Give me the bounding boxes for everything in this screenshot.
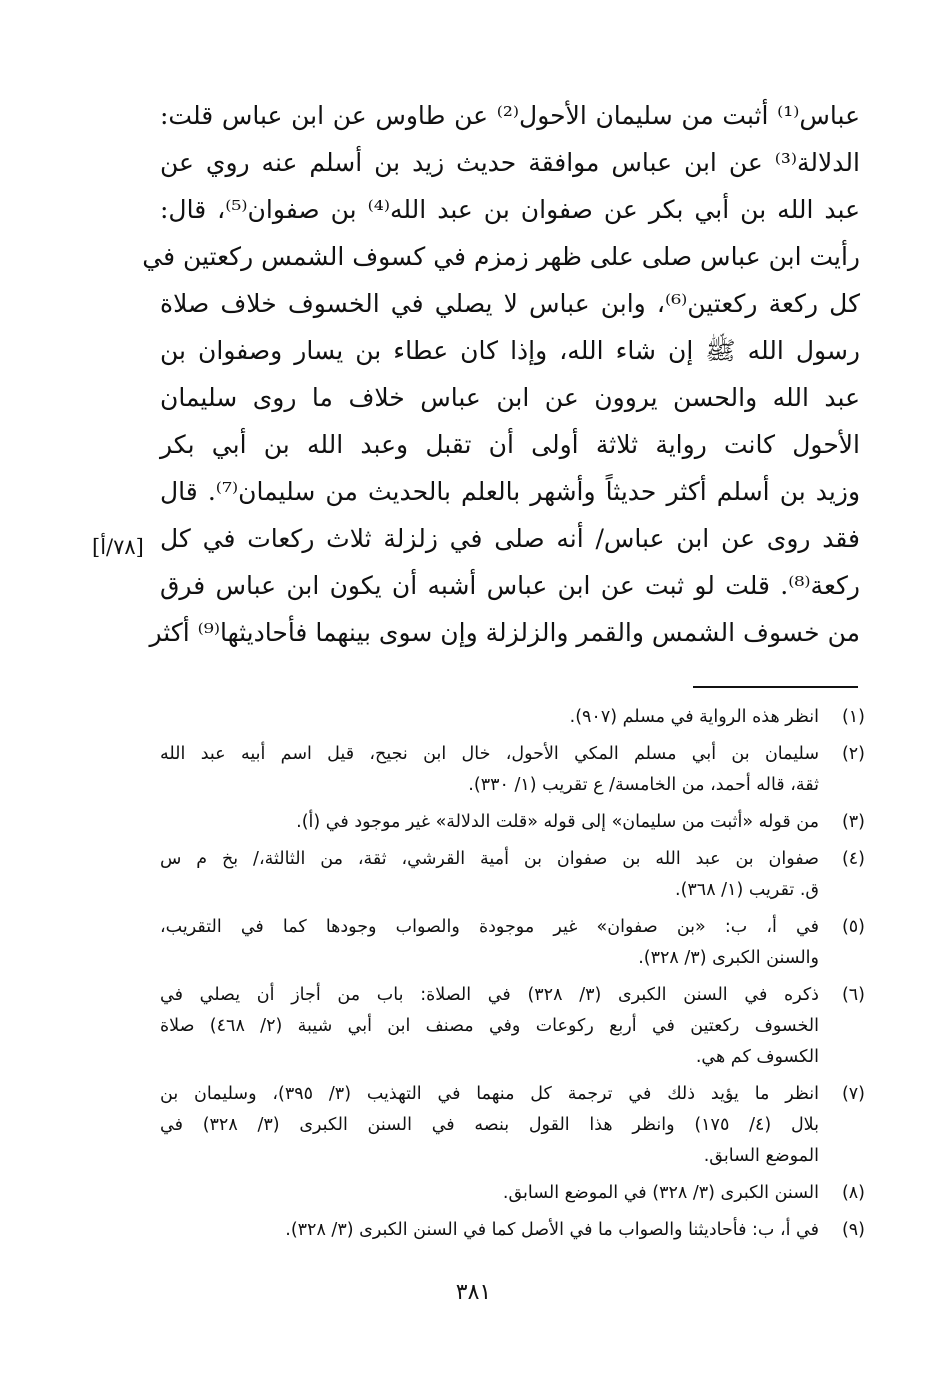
- footnote: [160, 807, 865, 838]
- footnote-line: ذكره في السنن الكبرى (٣/ ٣٢٨) في الصلاة: باب من أجاز أن يصلي في: [160, 985, 819, 1005]
- footnote-separator: [693, 686, 858, 688]
- footnote-line: ثقة، قاله أحمد، من الخامسة/ ع تقريب (١/ ٣٣٠).: [468, 775, 819, 795]
- footnote-body: [160, 807, 819, 838]
- footnotes-block: [160, 702, 865, 1252]
- footnote-number: (٢): [841, 744, 865, 764]
- main-text-line: عباس⁽¹⁾ أثبت من سليمان الأحول⁽²⁾ عن طاوس عن ابن عباس قلت:: [160, 101, 860, 130]
- footnote-body: [160, 844, 819, 906]
- footnote-line: بلال (٤/ ١٧٥) وانظر هذا القول بنصه في السنن الكبرى (٣/ ٣٢٨) في: [160, 1115, 819, 1135]
- footnote-line: من قوله «أثبت من سليمان» إلى قوله «قلت الدلالة» غير موجود في (أ).: [296, 812, 819, 832]
- footnote-number: (٤): [841, 849, 865, 869]
- footnote-body: [160, 1215, 819, 1246]
- main-text-line: عبد الله بن أبي بكر عن صفوان بن عبد الله⁽⁴⁾ بن صفوان⁽⁵⁾، قال:: [160, 195, 860, 224]
- footnote-line: ق. تقريب (١/ ٣٦٨).: [675, 880, 819, 900]
- footnote-line: في أ، ب: «بن صفوان» غير موجودة والصواب وجودها كما في التقريب،: [160, 917, 819, 937]
- main-text-block: [142, 92, 861, 656]
- footnote: [160, 1178, 865, 1209]
- footnote-number: (٧): [841, 1084, 865, 1104]
- main-text-line: عبد الله والحسن يروون عن ابن عباس خلاف ما روى سليمان: [160, 383, 860, 412]
- main-text-line: الأحول كانت رواية ثلاثة أولى أن تقبل وعبد الله بن أبي بكر: [160, 430, 860, 459]
- footnote: [160, 980, 865, 1073]
- footnote-line: انظر ما يؤيد ذلك في ترجمة كل منهما في التهذيب (٣/ ٣٩٥)، وسليمان بن: [160, 1084, 819, 1104]
- footnote-number: (٣): [841, 812, 865, 832]
- footnote-body: [160, 702, 819, 733]
- footnote-line: الخسوف ركعتين في أربع ركوعات وفي مصنف ابن أبي شيبة (٢/ ٤٦٨) صلاة: [160, 1016, 819, 1036]
- footnote-body: [160, 980, 819, 1073]
- main-text-line: من خسوف الشمس والقمر والزلزلة وإن سوى بينهما فأحاديثها⁽⁹⁾ أكثر: [149, 618, 860, 647]
- footnote: [160, 702, 865, 733]
- main-text-line: رسول الله ﷺ إن شاء الله، وإذا كان عطاء بن يسار وصفوان بن: [160, 336, 860, 365]
- footnote-body: [160, 739, 819, 801]
- footnote-line: صفوان بن عبد الله بن صفوان بن أمية القرشي، ثقة، من الثالثة،/ بخ م س: [160, 849, 819, 869]
- footnote-body: [160, 1079, 819, 1172]
- footnote-line: سليمان بن أبي مسلم المكي الأحول، خال ابن نجيح، قيل اسم أبيه عبد الله: [160, 744, 819, 764]
- footnote-number: (٦): [841, 985, 865, 1005]
- footnote: [160, 739, 865, 801]
- main-text-line: الدلالة⁽³⁾ عن ابن عباس موافقة حديث زيد بن أسلم عنه روي عن: [160, 148, 860, 177]
- footnote-number: (١): [841, 707, 865, 727]
- footnote-number: (٨): [841, 1183, 865, 1203]
- main-text-line: رأيت ابن عباس صلى على ظهر زمزم في كسوف الشمس ركعتين في: [142, 242, 860, 271]
- main-text-line: وزيد بن أسلم أكثر حديثاً وأشهر بالعلم بالحديث من سليمان⁽⁷⁾. قال: [160, 477, 861, 506]
- footnote-line: الكسوف كم هي.: [695, 1047, 819, 1067]
- footnote-body: [160, 1178, 819, 1209]
- footnote: [160, 844, 865, 906]
- main-text-line: ركعة⁽⁸⁾. قلت لو ثبت عن ابن عباس أشبه أن يكون ابن عباس فرق: [160, 571, 860, 600]
- footnote-number: (٩): [841, 1220, 865, 1240]
- footnote-line: والسنن الكبرى (٣/ ٣٢٨).: [638, 948, 819, 968]
- manuscript-folio-marker: [٧٨/أ]: [92, 535, 144, 559]
- footnote: [160, 1079, 865, 1172]
- main-text-line: كل ركعة ركعتين⁽⁶⁾، وابن عباس لا يصلي في الخسوف خلاف صلاة: [160, 289, 860, 318]
- footnote-line: في أ، ب: فأحاديثنا والصواب ما في الأصل كما في السنن الكبرى (٣/ ٣٢٨).: [285, 1220, 819, 1240]
- footnote-line: السنن الكبرى (٣/ ٣٢٨) في الموضع السابق.: [502, 1183, 819, 1203]
- footnote: [160, 912, 865, 974]
- page-number: ٣٨١: [455, 1280, 492, 1305]
- main-text-line: فقد روى عن ابن عباس/ أنه صلى في زلزلة ثلاث ركعات في كل: [160, 524, 860, 553]
- footnote-line: انظر هذه الرواية في مسلم (٩٠٧).: [569, 707, 819, 727]
- footnote: [160, 1215, 865, 1246]
- footnote-body: [160, 912, 819, 974]
- footnote-line: الموضع السابق.: [703, 1146, 819, 1166]
- footnote-number: (٥): [841, 917, 865, 937]
